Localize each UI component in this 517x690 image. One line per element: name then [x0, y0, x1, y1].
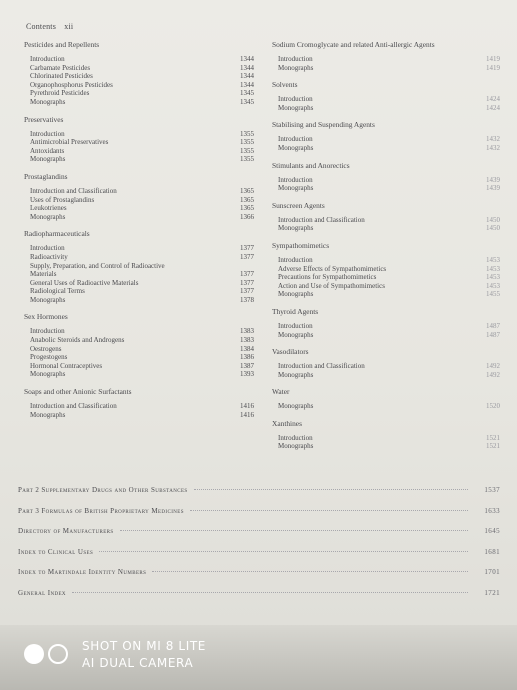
- toc-entry: [24, 327, 254, 336]
- toc-entry: [24, 287, 254, 296]
- entry-page-number: 1355: [240, 155, 254, 164]
- dot-leader: [194, 489, 468, 490]
- entry-page-number: 1387: [240, 361, 254, 370]
- section-title: Stimulants and Anorectics: [272, 160, 350, 170]
- entry-label: Antoxidants: [30, 146, 65, 155]
- toc-entry: [272, 184, 500, 193]
- section-title: Solvents: [272, 80, 298, 90]
- dot-leader: [99, 551, 468, 552]
- entry-page-number: 1377: [240, 278, 254, 287]
- toc-entry: [272, 176, 500, 185]
- entry-page-number: 1432: [486, 135, 500, 144]
- toc-part-entry: [18, 486, 500, 507]
- watermark-line-1: SHOT ON MI 8 LITE: [82, 639, 206, 653]
- toc-entry: [272, 282, 500, 291]
- part-page-number: 1701: [484, 568, 500, 576]
- entry-page-number: 1355: [240, 146, 254, 155]
- section-title: Prostaglandins: [24, 171, 68, 181]
- toc-entry: [272, 64, 500, 73]
- entry-page-number: 1377: [240, 287, 254, 296]
- entry-page-number: 1521: [486, 442, 500, 451]
- entry-page-number: 1487: [486, 321, 500, 330]
- watermark-line-2: AI DUAL CAMERA: [82, 656, 194, 670]
- entry-page-number: 1453: [486, 273, 500, 282]
- section-title: Thyroid Agents: [272, 306, 319, 316]
- entry-label: Monographs: [30, 97, 66, 106]
- entry-page-number: 1450: [486, 215, 500, 224]
- toc-entry: [24, 155, 254, 164]
- toc-part-entry: [18, 589, 500, 610]
- entry-label: Pyrethroid Pesticides: [30, 89, 90, 98]
- entry-page-number: 1377: [240, 244, 254, 253]
- entry-page-number: 1416: [240, 410, 254, 419]
- part-page-number: 1633: [484, 506, 500, 515]
- toc-entry: [272, 273, 500, 282]
- toc-entry: [24, 64, 254, 73]
- toc-entry: [272, 216, 500, 225]
- entry-label: Introduction: [278, 255, 313, 264]
- entry-page-number: 1377: [240, 252, 254, 261]
- toc-entry: [24, 130, 254, 139]
- entry-label: Anabolic Steroids and Androgens: [30, 336, 125, 345]
- entry-label: Adverse Effects of Sympathomimetics: [278, 264, 387, 273]
- toc-section: [272, 241, 500, 299]
- section-title: Sunscreen Agents: [272, 200, 325, 210]
- entry-page-number: 1344: [240, 55, 254, 63]
- entry-page-number: 1419: [486, 63, 500, 72]
- entry-label: Hormonal Contraceptives: [30, 361, 103, 370]
- toc-entry: [24, 187, 254, 196]
- entry-label: Introduction: [278, 175, 313, 184]
- entry-label: Monographs: [30, 410, 66, 419]
- entry-label: Supply, Preparation, and Control of Radioactive: [30, 261, 165, 270]
- entry-page-number: 1453: [486, 255, 500, 264]
- header-label: Contents: [26, 22, 57, 31]
- entry-label: Monographs: [278, 402, 314, 411]
- entry-page-number: [230, 262, 254, 271]
- entry-page-number: 1432: [486, 143, 500, 152]
- entry-page-number: 1383: [240, 327, 254, 336]
- entry-page-number: 1487: [486, 330, 500, 339]
- toc-entry: [24, 262, 254, 271]
- toc-section: [272, 387, 500, 411]
- toc-section: [24, 387, 254, 419]
- toc-entry: [272, 322, 500, 331]
- toc-entry: [24, 362, 254, 371]
- toc-entry: [272, 256, 500, 265]
- entry-label: Introduction: [278, 433, 313, 442]
- toc-entry: [24, 279, 254, 288]
- entry-label: Monographs: [278, 370, 314, 379]
- entry-label: Oestrogens: [30, 344, 62, 353]
- toc-entry: [272, 362, 500, 371]
- entry-label: Monographs: [30, 155, 66, 164]
- entry-page-number: 1344: [240, 80, 254, 89]
- entry-label: Monographs: [278, 184, 314, 193]
- entry-label: Introduction: [278, 95, 313, 104]
- section-title: Vasodilators: [272, 347, 309, 357]
- toc-entry: [272, 144, 500, 153]
- part-label: General Index: [18, 588, 66, 597]
- entry-page-number: 1439: [486, 175, 500, 184]
- entry-page-number: 1450: [486, 224, 500, 233]
- entry-page-number: 1345: [240, 97, 254, 106]
- entry-page-number: 1365: [240, 186, 254, 195]
- toc-section: [24, 312, 254, 379]
- toc-entry: [272, 104, 500, 113]
- entry-page-number: 1366: [240, 212, 254, 221]
- entry-page-number: 1377: [240, 270, 254, 279]
- part-label: Index to Martindale Identity Numbers: [18, 568, 147, 576]
- part-label: Part 3 Formulas of British Proprietary Medicines: [18, 506, 184, 515]
- toc-entry: [24, 98, 254, 107]
- entry-label: Organophosphorus Pesticides: [30, 80, 113, 89]
- toc-entry: [24, 244, 254, 253]
- entry-label: Progestogens: [30, 353, 68, 362]
- entry-label: Action and Use of Sympathomimetics: [278, 281, 385, 290]
- toc-entry: [24, 147, 254, 156]
- section-title: Soaps and other Anionic Surfactants: [24, 387, 132, 397]
- toc-entry: [272, 290, 500, 299]
- entry-label: Introduction: [30, 129, 65, 138]
- entry-page-number: 1378: [240, 295, 254, 304]
- entry-label: Introduction: [30, 55, 65, 63]
- entry-page-number: 1419: [486, 55, 500, 63]
- section-title: Sympathomimetics: [272, 240, 330, 250]
- toc-entry: [272, 442, 500, 451]
- entry-label: Antimicrobial Preservatives: [30, 138, 109, 147]
- entry-label: Materials: [30, 270, 57, 279]
- part-page-number: 1537: [484, 486, 500, 494]
- section-title: Radiopharmaceuticals: [24, 229, 90, 239]
- entry-label: Uses of Prostaglandins: [30, 195, 95, 204]
- entry-label: Monographs: [30, 370, 66, 379]
- entry-label: Monographs: [278, 103, 314, 112]
- entry-page-number: 1386: [240, 353, 254, 362]
- dot-leader: [72, 592, 468, 593]
- toc-entry: [24, 213, 254, 222]
- toc-part-entry: [18, 548, 500, 569]
- toc-section: [272, 161, 500, 193]
- section-title: Preservatives: [24, 114, 64, 124]
- entry-label: Monographs: [278, 442, 314, 451]
- toc-entry: [272, 135, 500, 144]
- entry-page-number: 1393: [240, 370, 254, 379]
- toc-parts-list: [18, 486, 500, 609]
- dot-leader: [120, 530, 468, 531]
- entry-page-number: 1355: [240, 129, 254, 138]
- entry-label: Precautions for Sympathomimetics: [278, 273, 377, 282]
- toc-section: [272, 347, 500, 379]
- entry-label: Radioactivity: [30, 252, 68, 261]
- toc-section: [272, 419, 500, 451]
- entry-page-number: 1416: [240, 402, 254, 411]
- entry-label: Introduction and Classification: [30, 402, 117, 411]
- entry-page-number: 1455: [486, 290, 500, 299]
- entry-page-number: 1355: [240, 138, 254, 147]
- toc-entry: [272, 331, 500, 340]
- part-label: Directory of Manufacturers: [18, 527, 114, 535]
- toc-entry: [24, 204, 254, 213]
- toc-entry: [24, 336, 254, 345]
- entry-label: Carbamate Pesticides: [30, 63, 91, 72]
- toc-entry: [272, 55, 500, 64]
- toc-entry: [24, 296, 254, 305]
- entry-label: Introduction: [278, 321, 313, 330]
- entry-label: Leukotrienes: [30, 204, 67, 213]
- toc-entry: [24, 411, 254, 420]
- toc-entry: [272, 371, 500, 380]
- section-title: Sodium Cromoglycate and related Anti-allergic Agents: [272, 40, 435, 49]
- entry-label: Monographs: [30, 212, 66, 221]
- entry-page-number: 1453: [486, 264, 500, 273]
- toc-entry: [24, 72, 254, 81]
- toc-entry: [24, 402, 254, 411]
- toc-section: [272, 201, 500, 233]
- toc-section: [272, 40, 500, 72]
- toc-entry: [272, 95, 500, 104]
- part-label: Part 2 Supplementary Drugs and Other Substances: [18, 486, 188, 494]
- section-title: Water: [272, 387, 290, 397]
- toc-part-entry: [18, 527, 500, 548]
- toc-entry: [24, 270, 254, 279]
- entry-page-number: 1383: [240, 336, 254, 345]
- toc-section: [272, 120, 500, 152]
- toc-entry: [24, 55, 254, 64]
- section-title: Xanthines: [272, 418, 302, 428]
- camera-dual-lens-icon: [24, 642, 72, 668]
- entry-page-number: 1492: [486, 370, 500, 379]
- entry-page-number: 1365: [240, 204, 254, 213]
- entry-label: Introduction: [278, 55, 313, 63]
- toc-entry: [272, 224, 500, 233]
- entry-label: Monographs: [278, 290, 314, 299]
- toc-entry: [24, 138, 254, 147]
- entry-page-number: 1439: [486, 184, 500, 193]
- toc-left-column: [24, 40, 254, 427]
- toc-entry: [24, 81, 254, 90]
- entry-label: Monographs: [278, 224, 314, 233]
- toc-section: [24, 172, 254, 221]
- toc-entry: [24, 353, 254, 362]
- toc-entry: [24, 345, 254, 354]
- entry-page-number: 1521: [486, 433, 500, 442]
- entry-page-number: 1424: [486, 103, 500, 112]
- entry-page-number: 1345: [240, 89, 254, 98]
- toc-entry: [24, 196, 254, 205]
- entry-label: Chlorinated Pesticides: [30, 72, 93, 81]
- entry-label: Monographs: [30, 295, 66, 304]
- entry-label: Monographs: [278, 143, 314, 152]
- part-page-number: 1645: [484, 527, 500, 535]
- entry-page-number: 1424: [486, 95, 500, 104]
- toc-section: [272, 80, 500, 112]
- toc-entry: [24, 370, 254, 379]
- entry-page-number: 1365: [240, 195, 254, 204]
- toc-right-column: [272, 40, 500, 459]
- entry-page-number: 1344: [240, 72, 254, 81]
- entry-label: Monographs: [278, 330, 314, 339]
- part-page-number: 1721: [484, 588, 500, 597]
- entry-label: Introduction and Classification: [278, 362, 365, 371]
- section-title: Pesticides and Repellents: [24, 40, 100, 49]
- dot-leader: [190, 510, 468, 511]
- dot-leader: [152, 571, 468, 572]
- toc-part-entry: [18, 507, 500, 528]
- entry-label: Radiological Terms: [30, 287, 85, 296]
- toc-part-entry: [18, 568, 500, 589]
- entry-label: Introduction: [30, 244, 65, 253]
- entry-label: Monographs: [278, 63, 314, 72]
- part-label: Index to Clinical Uses: [18, 547, 94, 556]
- entry-page-number: 1344: [240, 63, 254, 72]
- header-page-number: xii: [64, 22, 74, 31]
- entry-label: Introduction and Classification: [30, 186, 117, 195]
- entry-label: Introduction: [30, 327, 65, 336]
- page-header: [26, 22, 79, 31]
- toc-entry: [24, 89, 254, 98]
- entry-page-number: 1520: [486, 402, 500, 411]
- entry-label: General Uses of Radioactive Materials: [30, 278, 139, 287]
- toc-section: [24, 115, 254, 164]
- toc-entry: [272, 434, 500, 443]
- toc-section: [24, 229, 254, 304]
- section-title: Sex Hormones: [24, 312, 68, 322]
- entry-page-number: 1453: [486, 281, 500, 290]
- entry-page-number: 1384: [240, 344, 254, 353]
- entry-label: Introduction: [278, 135, 313, 144]
- camera-watermark: [24, 638, 206, 672]
- toc-section: [24, 40, 254, 107]
- part-page-number: 1681: [484, 547, 500, 556]
- entry-label: Introduction and Classification: [278, 215, 365, 224]
- toc-section: [272, 307, 500, 339]
- entry-page-number: 1492: [486, 362, 500, 371]
- toc-entry: [272, 265, 500, 274]
- toc-entry: [24, 253, 254, 262]
- toc-entry: [272, 402, 500, 411]
- section-title: Stabilising and Suspending Agents: [272, 120, 375, 130]
